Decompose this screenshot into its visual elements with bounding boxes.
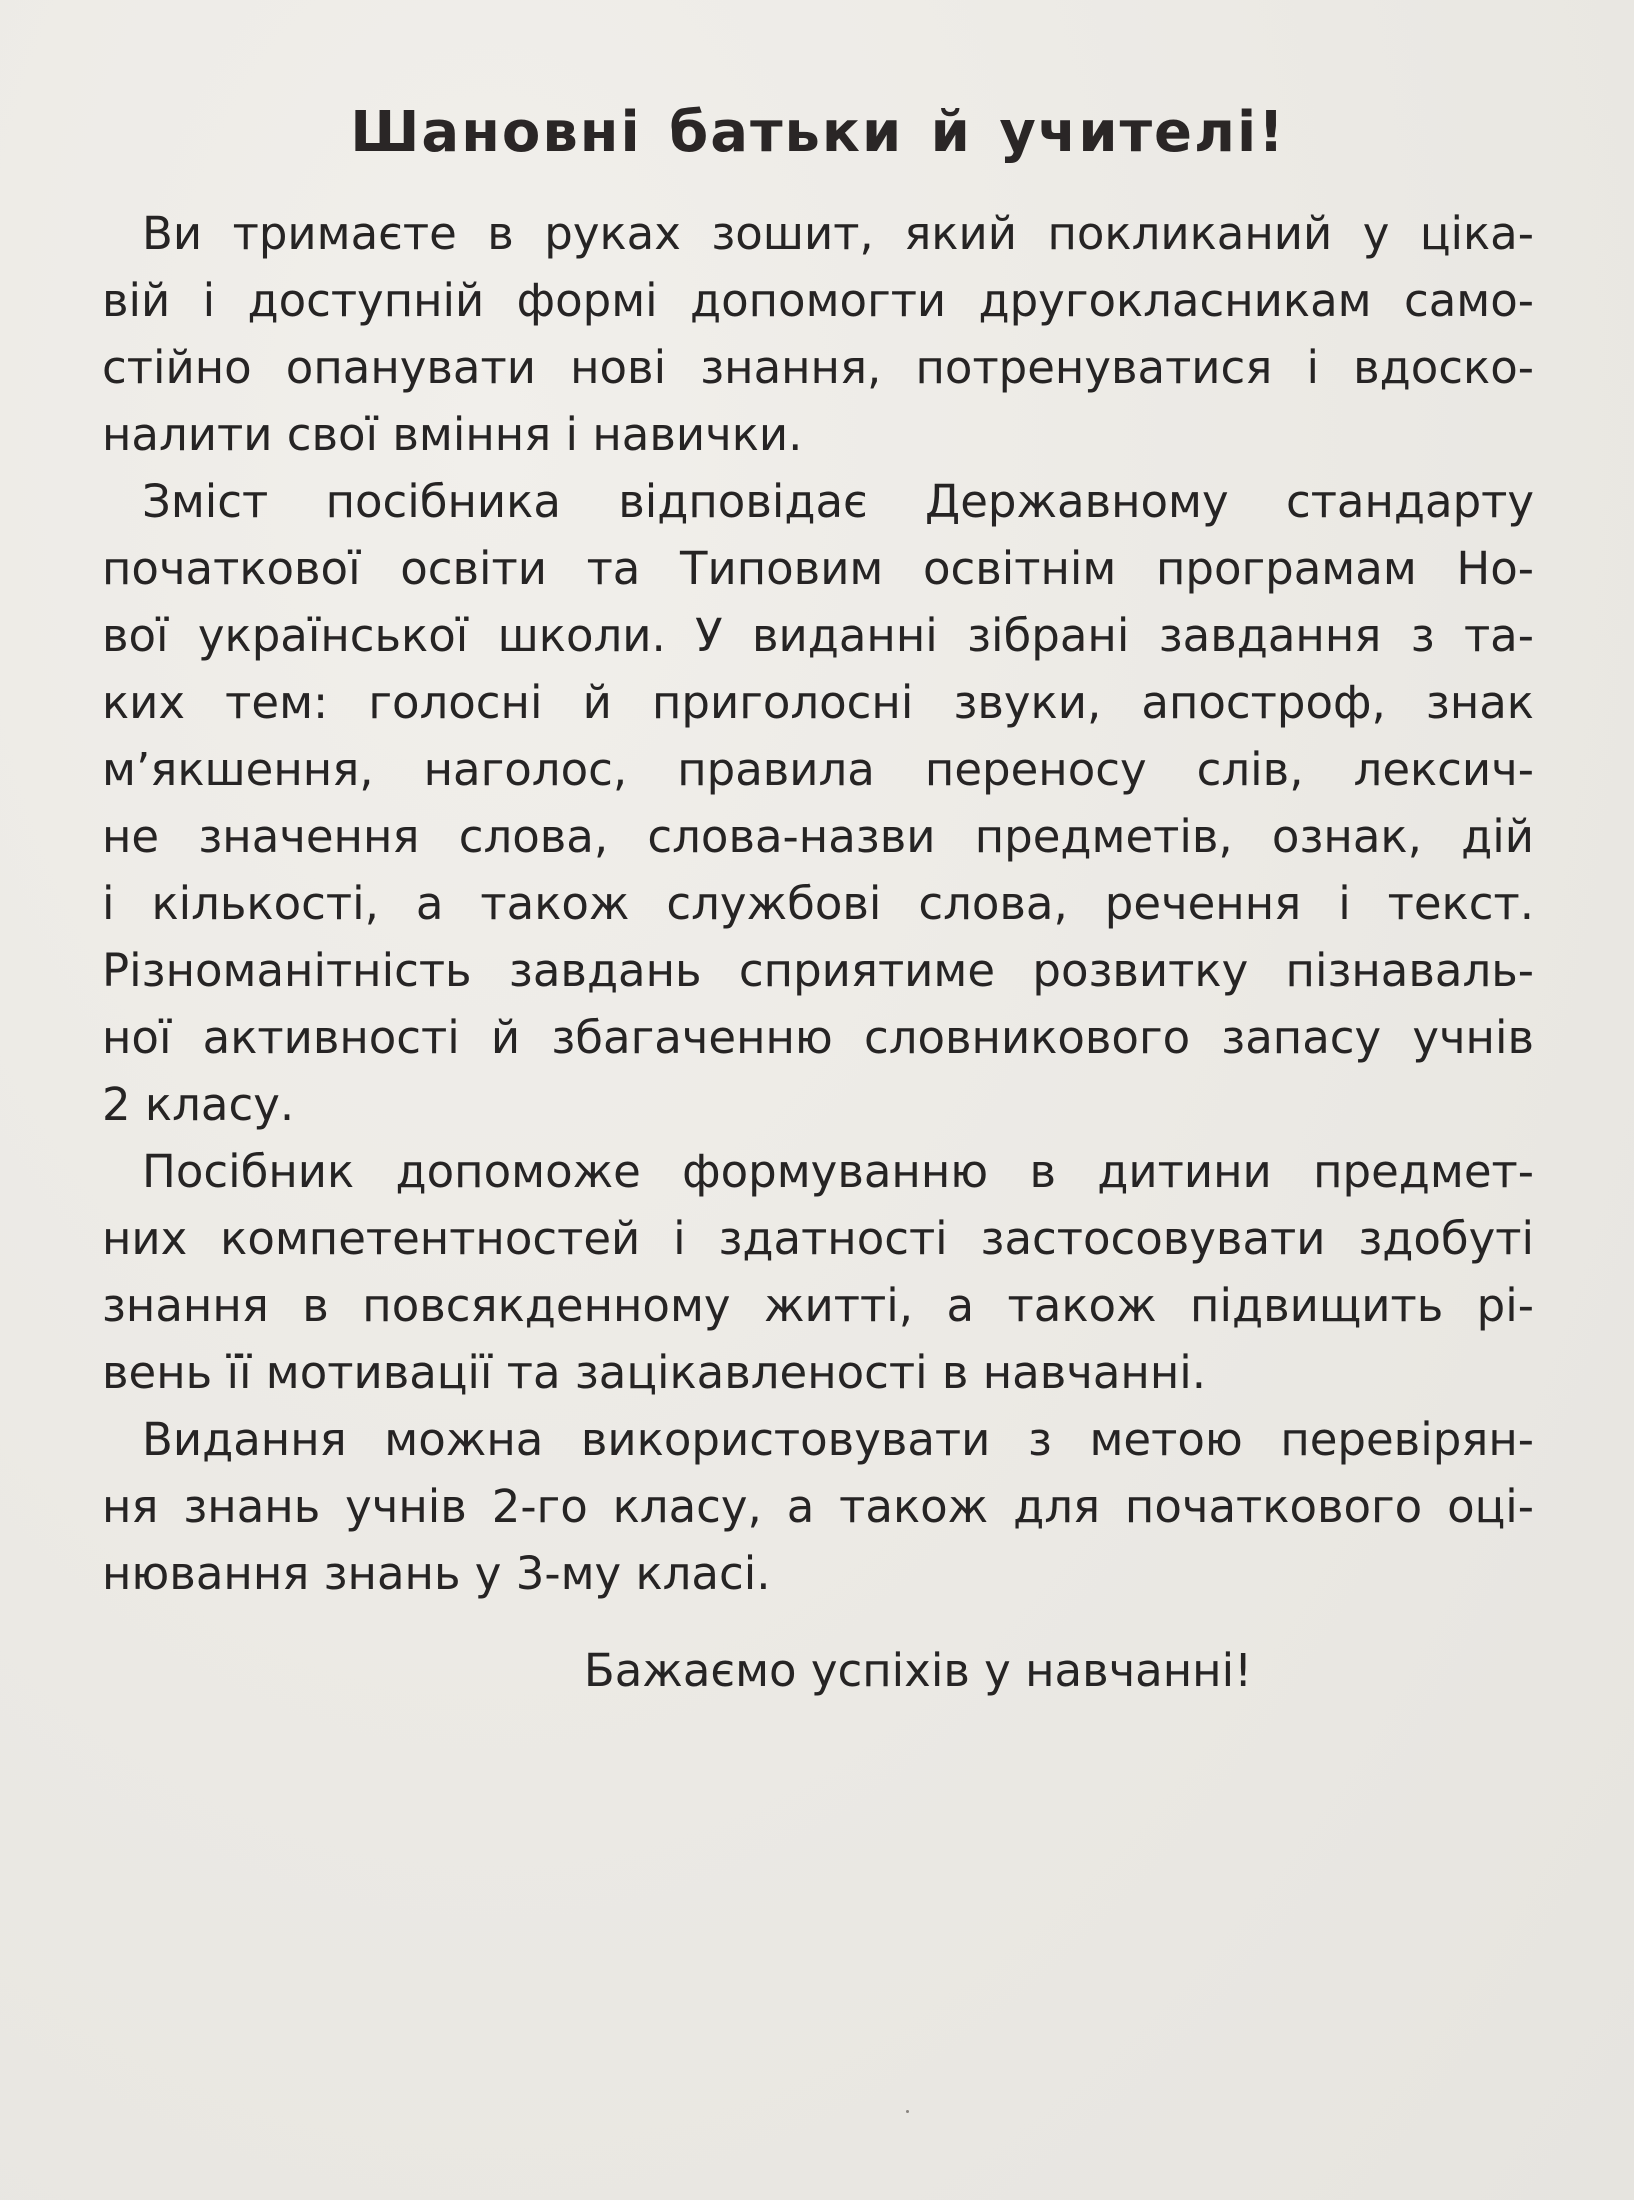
- text-line: вої української школи. У виданні зібрані завдання з та-: [102, 609, 1534, 662]
- text-line: початкової освіти та Типовим освітнім програмам Но-: [102, 542, 1534, 595]
- text-line: них компетентностей і здатності застосовувати здобуті: [102, 1212, 1534, 1265]
- paragraph: [102, 1406, 1534, 1607]
- paragraph: [102, 200, 1534, 468]
- text-line: Посібник допоможе формуванню в дитини предмет-: [142, 1145, 1534, 1198]
- text-line: і кількості, а також службові слова, речення і текст.: [102, 877, 1534, 930]
- text-line: 2 класу.: [102, 1078, 295, 1131]
- text-line: вій і доступній формі допомогти другокласникам само-: [102, 274, 1534, 327]
- text-line: ної активності й збагаченню словникового запасу учнів: [102, 1011, 1534, 1064]
- text-line: Видання можна використовувати з метою перевірян-: [142, 1413, 1534, 1466]
- paragraph: [102, 468, 1534, 1138]
- document-body: [102, 200, 1534, 1704]
- text-line: нювання знань у 3-му класі.: [102, 1547, 771, 1600]
- text-line: стійно опанувати нові знання, потренуватися і вдоско-: [102, 341, 1534, 394]
- paragraph: [102, 1138, 1534, 1406]
- closing-line: Бажаємо успіхів у навчанні!: [583, 1644, 1253, 1697]
- text-line: м’якшення, наголос, правила переносу слів, лексич-: [102, 743, 1534, 796]
- text-line: не значення слова, слова-назви предметів, ознак, дій: [102, 810, 1534, 863]
- page-title: Шановні батьки й учителі!: [350, 100, 1286, 165]
- text-line: Зміст посібника відповідає Державному стандарту: [142, 475, 1534, 528]
- text-line: Ви тримаєте в руках зошит, який покликаний у ціка-: [142, 207, 1534, 260]
- text-line: Різноманітність завдань сприятиме розвитку пізнаваль-: [102, 944, 1534, 997]
- text-line: ня знань учнів 2-го класу, а також для початкового оці-: [102, 1480, 1534, 1533]
- text-line: вень її мотивації та зацікавленості в навчанні.: [102, 1346, 1207, 1399]
- paper-speck: [906, 2110, 909, 2113]
- text-line: знання в повсякденному житті, а також підвищить рі-: [102, 1279, 1534, 1332]
- text-line: налити свої вміння і навички.: [102, 408, 803, 461]
- text-line: ких тем: голосні й приголосні звуки, апостроф, знак: [102, 676, 1534, 729]
